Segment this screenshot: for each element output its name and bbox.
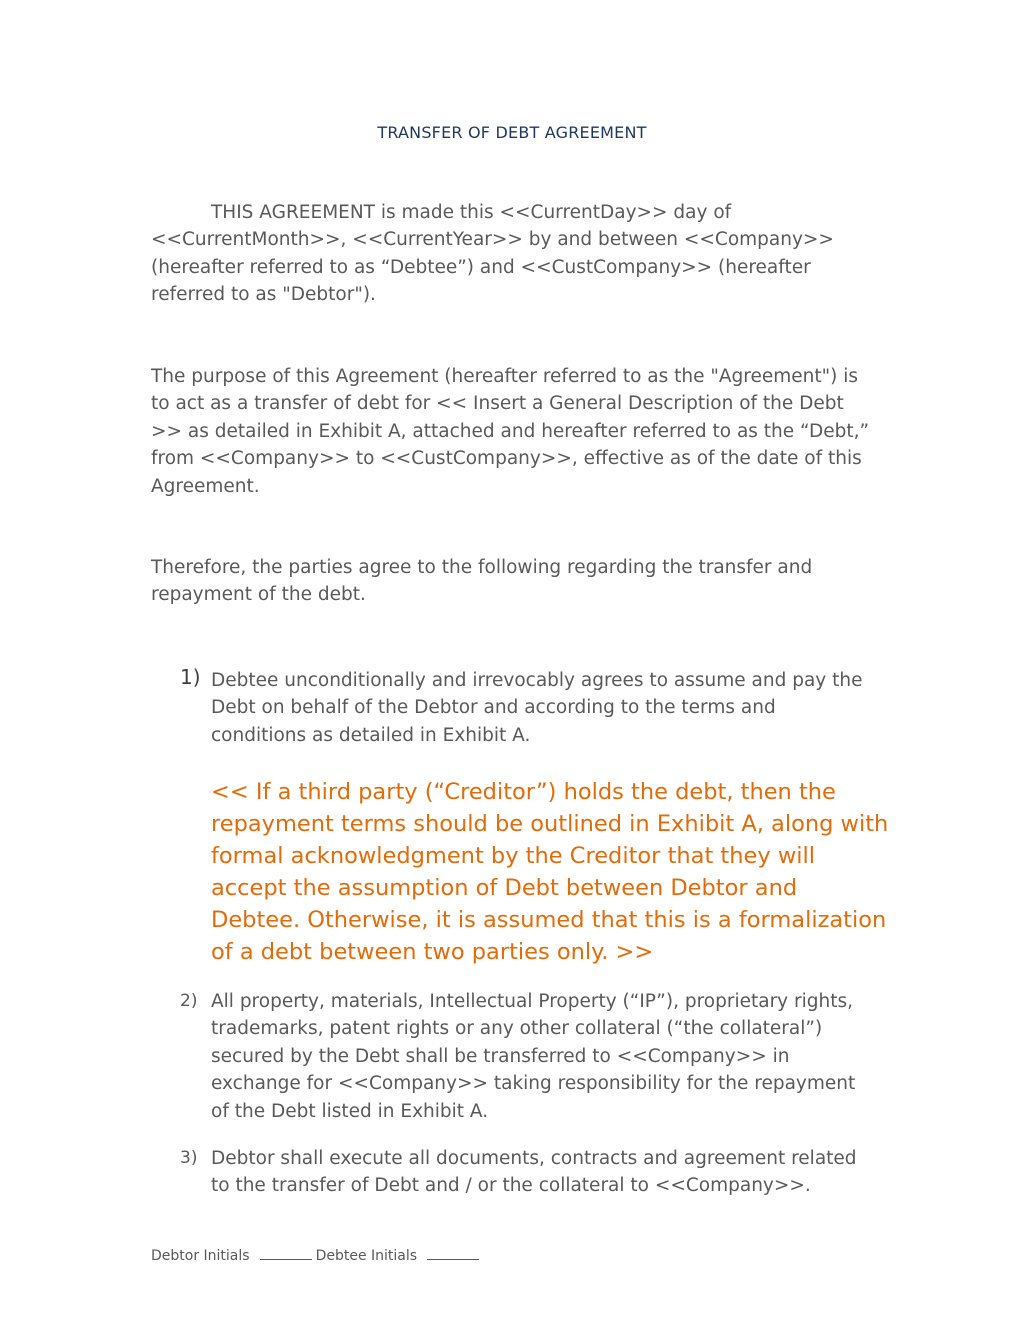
debtee-initials-line[interactable] (427, 1246, 479, 1260)
list-item-text: Debtor shall execute all documents, contracts and agreement related to the transfer of Debt and / or the collateral to <<Company>>. (211, 1148, 857, 1197)
intro-paragraph (151, 199, 876, 309)
intro-text: THIS AGREEMENT is made this <<CurrentDay>> day of <<CurrentMonth>>, <<CurrentYear>> by and between <<Company>> (hereafter referred to as “Debtee”) and <<CustCompany>> (hereafter referred to as "Debtor"). (151, 202, 834, 306)
initials-footer (151, 1246, 483, 1264)
list-item-text: All property, materials, Intellectual Property (“IP”), proprietary rights, trademarks, patent rights or any other collateral (“the collateral”) secured by the Debt shall be transferred to <<Company>> in exchange for <<Company>> taking responsibility for the repayment of the Debt listed in Exhibit A. (211, 991, 856, 1122)
list-item-number: 1) (180, 665, 201, 689)
list-item-number: 3) (180, 1148, 198, 1168)
debtee-initials-label: Debtee Initials (315, 1248, 418, 1264)
purpose-paragraph: The purpose of this Agreement (hereafter referred to as the "Agreement") is to act as a transfer of debt for << Insert a General Description of the Debt >> as detailed in Exhibit A, attached and hereafter referred to as the “Debt,” from <<Company>> to <<CustCompany>>, effective as of the date of this Agreement. (151, 366, 870, 497)
therefore-paragraph: Therefore, the parties agree to the following regarding the transfer and repayment of the debt. (151, 557, 813, 606)
list-item-text: Debtee unconditionally and irrevocably agrees to assume and pay the Debt on behalf of the Debtor and according to the terms and conditions as detailed in Exhibit A. (211, 670, 863, 746)
debtor-initials-line[interactable] (260, 1246, 312, 1260)
instruction-note: << If a third party (“Creditor”) holds the debt, then the repayment terms should be outlined in Exhibit A, along with formal acknowledgment by the Creditor that they will accept the assumption of Debt between Debtor and Debtee. Otherwise, it is assumed that this is a formalization of a debt between two parties only. >> (211, 779, 889, 965)
list-item-number: 2) (180, 991, 198, 1011)
document-title: TRANSFER OF DEBT AGREEMENT (377, 123, 647, 142)
debtor-initials-label: Debtor Initials (151, 1248, 250, 1264)
